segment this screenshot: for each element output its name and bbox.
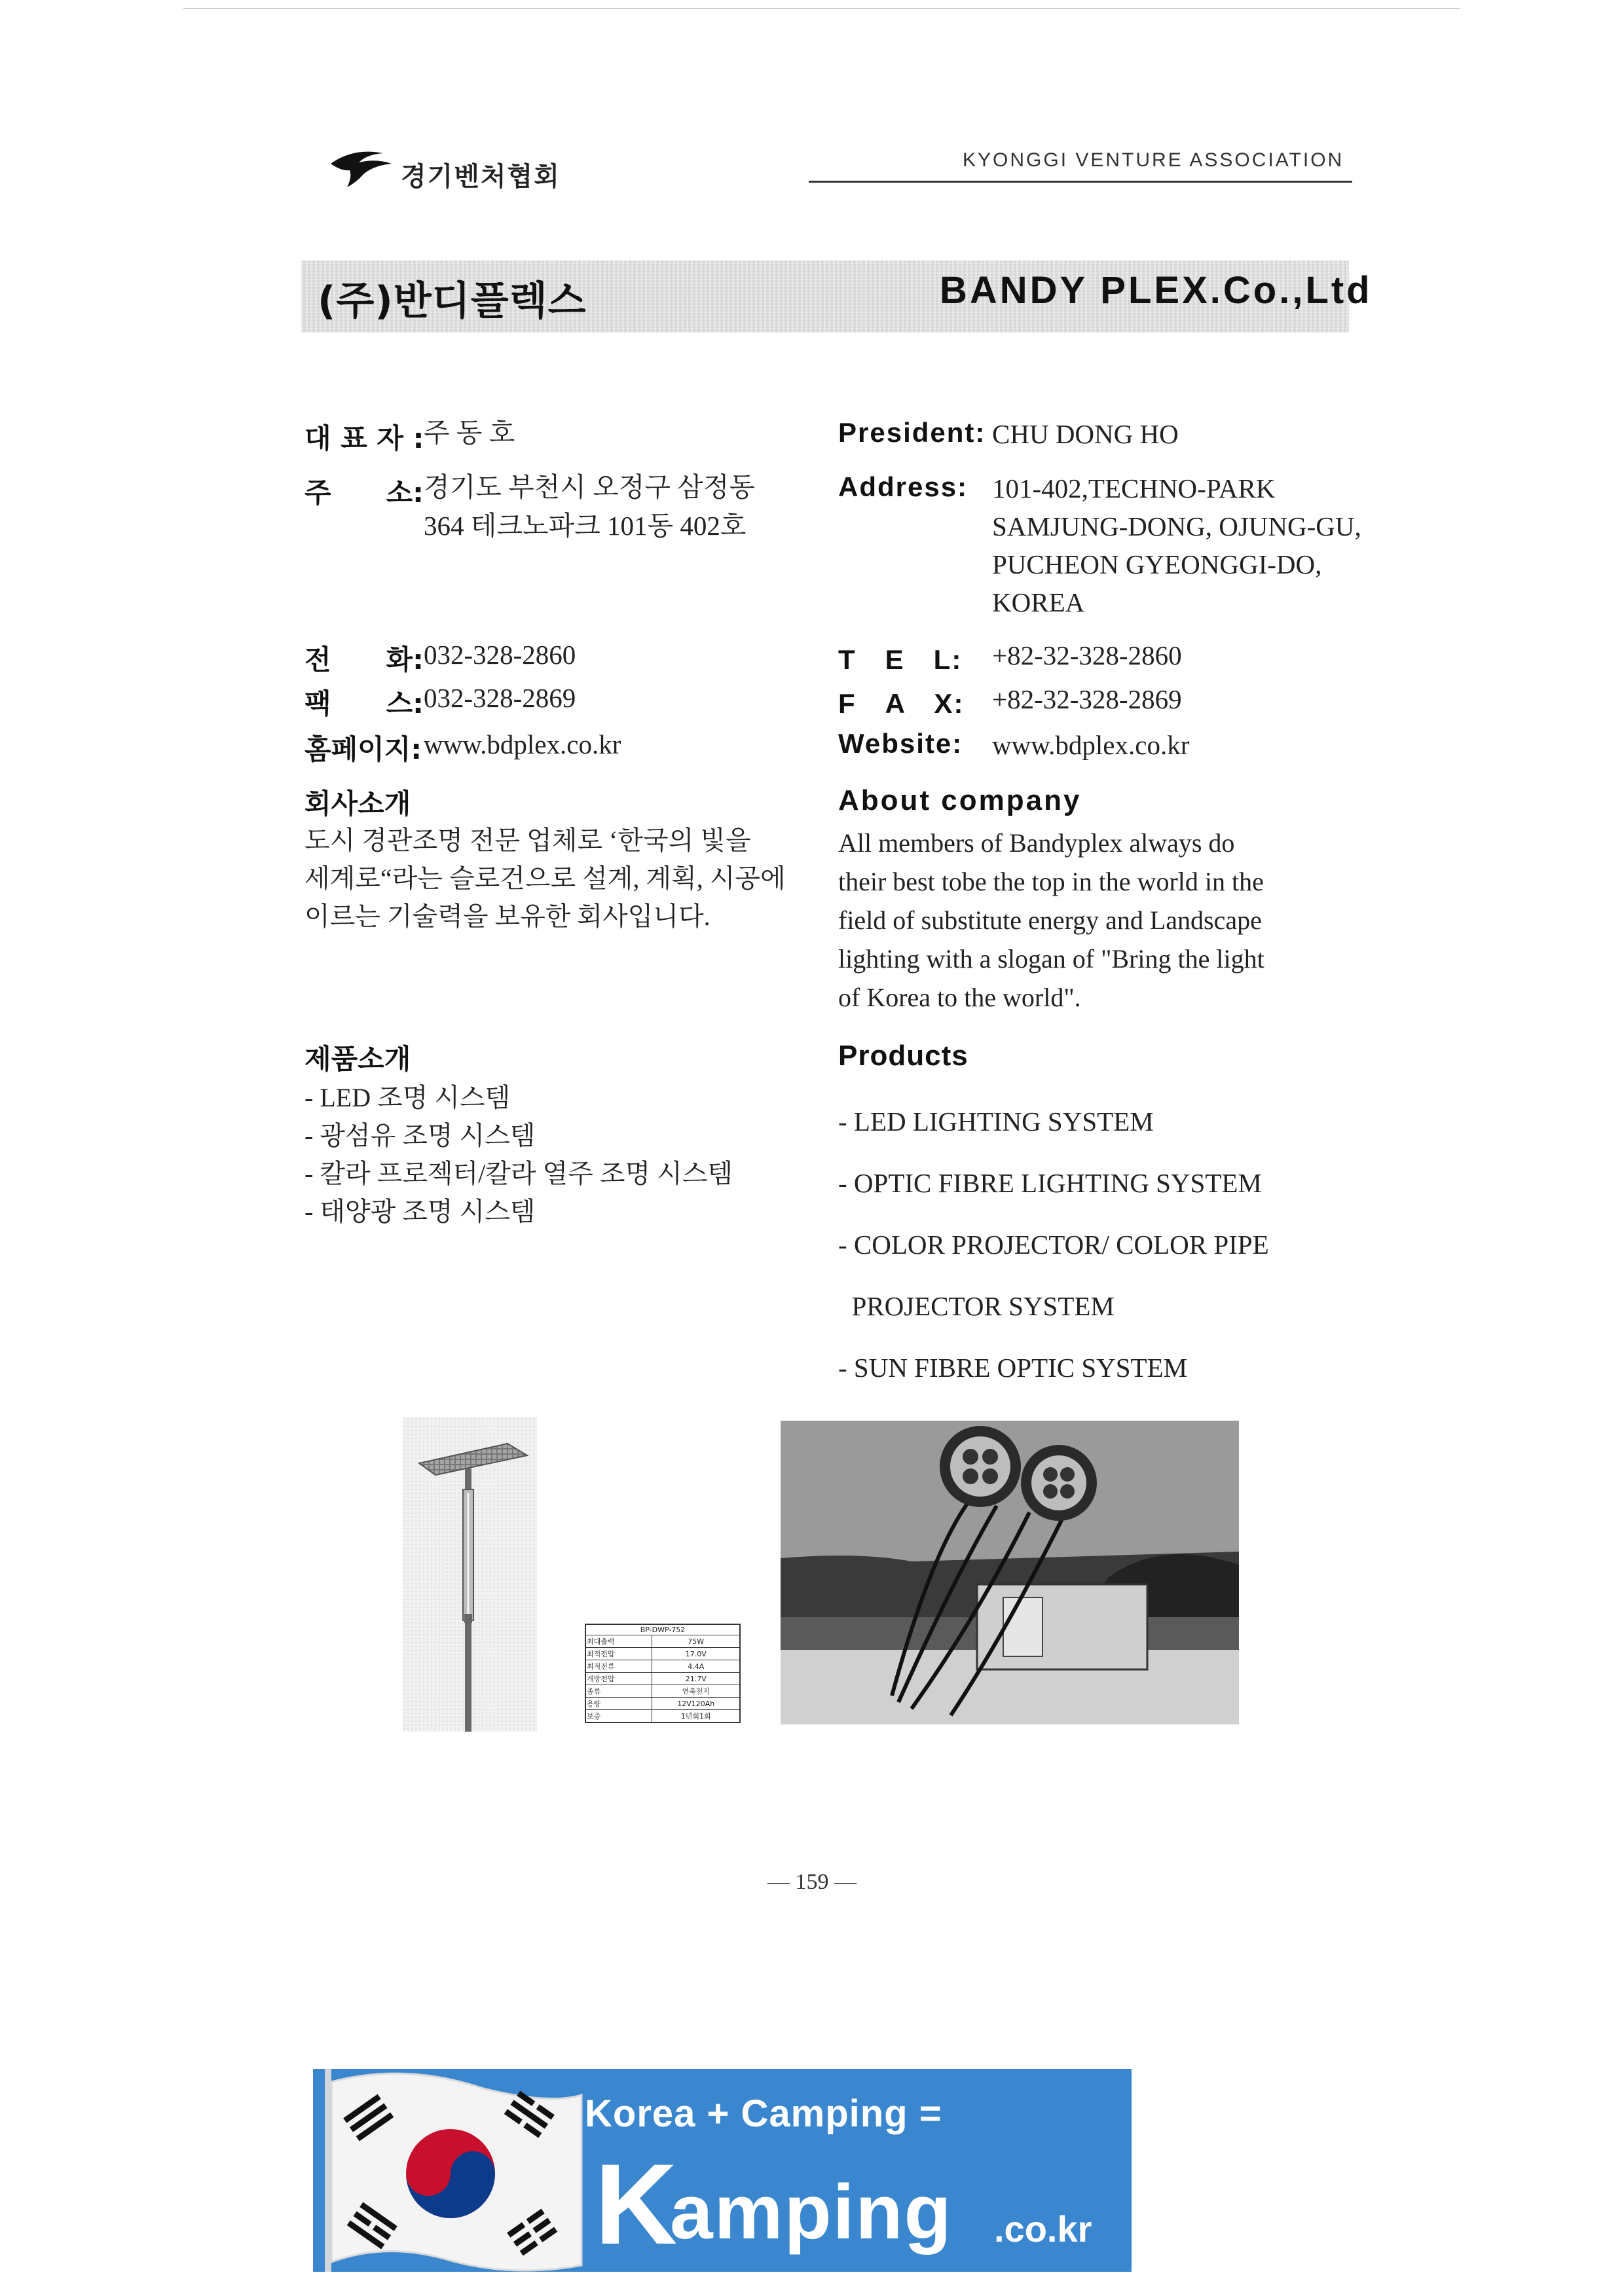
website-value[interactable]: www.bdplex.co.kr xyxy=(992,730,1190,760)
header-underline xyxy=(809,181,1352,183)
address-en-line-4: KOREA xyxy=(992,587,1085,617)
banner-tagline: Korea + Camping = xyxy=(585,2092,942,2135)
address-en-line-3: PUCHEON GYEONGGI-DO, xyxy=(992,549,1322,579)
list-item: - 태양광 조명 시스템 xyxy=(304,1197,536,1226)
address-label-en: Address: xyxy=(838,471,969,502)
list-item: - 칼라 프로젝터/칼라 열주 조명 시스템 xyxy=(304,1159,733,1188)
list-item: - COLOR PROJECTOR/ COLOR PIPE xyxy=(838,1230,1269,1260)
kamping-ad-banner[interactable] xyxy=(313,2069,1132,2272)
address-en-line-1: 101-402,TECHNO-PARK xyxy=(992,473,1276,503)
association-name-english: KYONGGI VENTURE ASSOCIATION xyxy=(963,149,1344,171)
products-list-en xyxy=(838,1079,1269,1398)
spec-value: 1년회1회 xyxy=(652,1710,740,1723)
homepage-label: 홈페이지: xyxy=(304,733,422,765)
about-paragraph-en xyxy=(838,824,1342,1017)
about-ko-line: 이르는 기술력을 보유한 회사입니다. xyxy=(304,902,710,931)
phone-label-ko: 전 화: xyxy=(304,644,424,676)
products-list-ko xyxy=(304,1079,733,1231)
tel-label-en: T E L: xyxy=(838,644,963,675)
fax-label-ko: 팩 스: xyxy=(304,687,424,720)
list-item: - SUN FIBRE OPTIC SYSTEM xyxy=(838,1353,1188,1383)
tel-value-en: +82-32-328-2860 xyxy=(992,640,1182,670)
spec-value: 4.4A xyxy=(652,1660,740,1673)
spec-label: 최적전압 xyxy=(585,1648,652,1660)
fax-value-en: +82-32-328-2869 xyxy=(992,684,1182,714)
banner-word: amping xyxy=(670,2169,953,2255)
about-paragraph-ko xyxy=(304,822,802,936)
list-item: - LED LIGHTING SYSTEM xyxy=(838,1106,1154,1137)
banner-domain-suffix: .co.kr xyxy=(994,2208,1092,2250)
ceo-value: 주 동 호 xyxy=(424,418,515,448)
color-projector-photo xyxy=(781,1421,1239,1724)
about-en-line: of Korea to the world". xyxy=(838,983,1081,1012)
list-item: - OPTIC FIBRE LIGHTING SYSTEM xyxy=(838,1168,1262,1198)
homepage-value[interactable]: www.bdplex.co.kr xyxy=(424,729,621,759)
fax-label-en: F A X: xyxy=(838,688,965,719)
spec-value: 연축전지 xyxy=(652,1685,740,1698)
about-heading-en: About company xyxy=(838,784,1082,816)
company-name-korean: (주)반디플렉스 xyxy=(318,278,587,324)
top-border-line xyxy=(183,8,1460,9)
products-heading-en: Products xyxy=(838,1040,969,1072)
address-ko-line-2: 364 테크노파크 101동 402호 xyxy=(424,511,747,541)
korean-flag-icon xyxy=(313,2069,588,2272)
association-name-korean: 경기벤처협회 xyxy=(401,162,561,191)
about-heading-ko: 회사소개 xyxy=(304,788,411,820)
phone-value-ko: 032-328-2860 xyxy=(424,640,576,670)
spec-value: 21.7V xyxy=(652,1673,740,1685)
address-ko-line-1: 경기도 부천시 오정구 삼정동 xyxy=(424,472,756,502)
list-item: - 광섬유 조명 시스템 xyxy=(304,1121,536,1150)
ceo-label: 대 표 자 : xyxy=(304,422,424,454)
website-label: Website: xyxy=(838,728,963,759)
about-en-line: field of substitute energy and Landscape xyxy=(838,905,1262,935)
about-en-line: All members of Bandyplex always do xyxy=(838,828,1235,858)
president-value: CHU DONG HO xyxy=(992,419,1179,449)
spec-label: 최적전류 xyxy=(585,1660,652,1673)
solar-panel-spec-table xyxy=(585,1624,741,1723)
spec-value: 75W xyxy=(652,1635,740,1648)
about-en-line: lighting with a slogan of "Bring the light xyxy=(838,944,1264,974)
spec-value: 12V120Ah xyxy=(652,1698,740,1710)
spec-label: 최대출력 xyxy=(585,1635,652,1648)
fax-value-ko: 032-328-2869 xyxy=(424,683,576,713)
list-item: - LED 조명 시스템 xyxy=(304,1083,511,1112)
banner-k-letter: K xyxy=(595,2141,678,2269)
spec-value: 17.0V xyxy=(652,1648,740,1660)
products-heading-ko: 제품소개 xyxy=(304,1043,411,1075)
about-en-line: their best tobe the top in the world in the xyxy=(838,867,1264,896)
about-ko-line: 도시 경관조명 전문 업체로 ‘한국의 빛을 xyxy=(304,826,751,855)
spec-model: BP-DWP-752 xyxy=(585,1624,740,1635)
spec-label: 보증 xyxy=(585,1710,652,1723)
association-logo-icon xyxy=(327,144,399,190)
address-en-line-2: SAMJUNG-DONG, OJUNG-GU, xyxy=(992,511,1361,541)
about-ko-line: 세계로“라는 슬로건으로 설계, 계획, 시공에 xyxy=(304,864,786,893)
company-name-english: BANDY PLEX.Co.,Ltd xyxy=(940,269,1373,312)
address-label-ko: 주 소: xyxy=(304,477,424,509)
spec-label: 용량 xyxy=(585,1698,652,1710)
spec-label: 종류 xyxy=(585,1685,652,1698)
president-label: President: xyxy=(838,417,986,448)
solar-pole-light-photo xyxy=(403,1417,537,1732)
page-number: — 159 — xyxy=(767,1870,857,1894)
spec-label: 개방전압 xyxy=(585,1673,652,1685)
list-item: PROJECTOR SYSTEM xyxy=(838,1291,1115,1321)
